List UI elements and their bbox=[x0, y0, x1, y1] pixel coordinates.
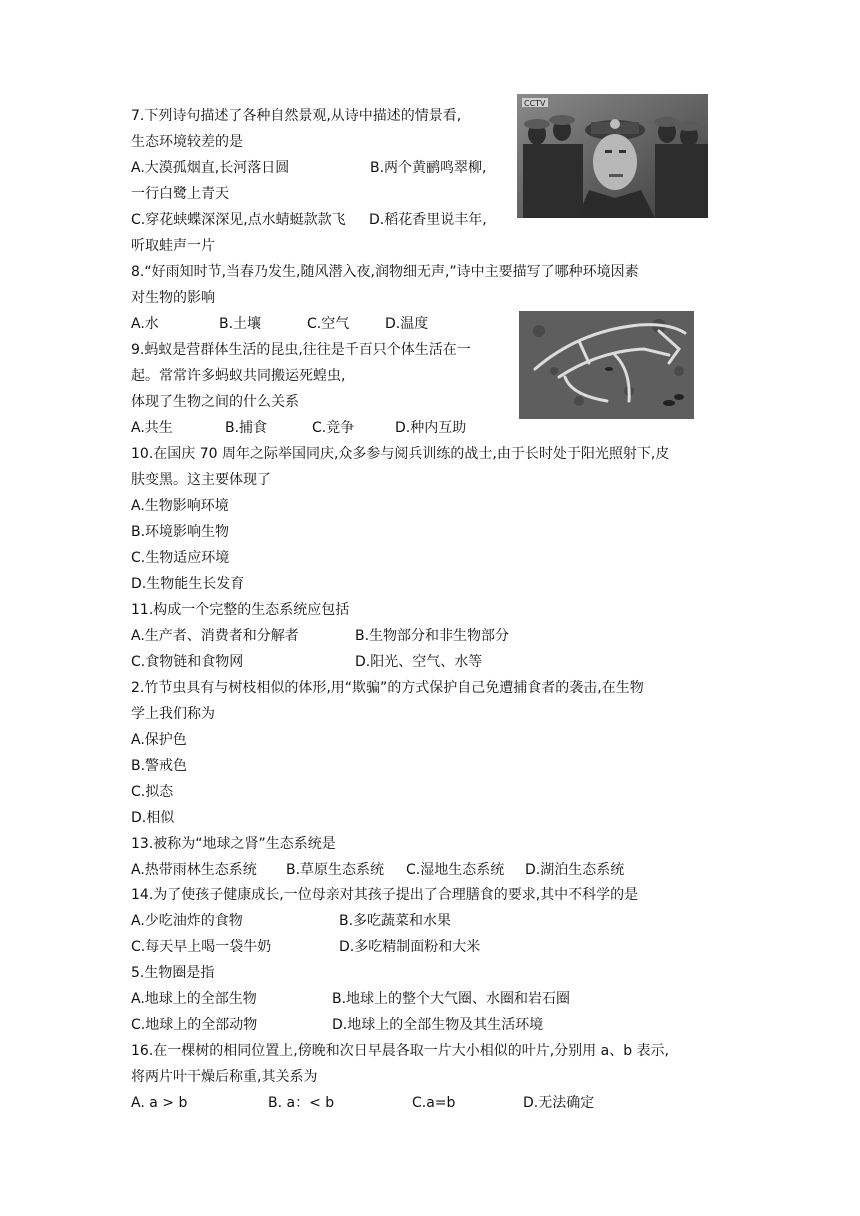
soldiers-photo-graphic bbox=[517, 94, 708, 218]
q16-option-a: A. a > b bbox=[131, 1095, 188, 1111]
q15-option-b: B.地球上的整个大气圈、水圈和岩石圈 bbox=[332, 991, 571, 1007]
q16-option-b: B. a：< b bbox=[268, 1095, 335, 1111]
ants-photo bbox=[519, 311, 694, 419]
q13-stem: 13.被称为“地球之肾”生态系统是 bbox=[131, 836, 336, 852]
q14-stem: 14.为了使孩子健康成长,一位母亲对其孩子提出了合理膳食的要求,其中不科学的是 bbox=[131, 887, 639, 903]
q9-option-d: D.种内互助 bbox=[395, 420, 467, 436]
q11-option-c: C.食物链和食物网 bbox=[131, 654, 244, 670]
q15-option-c: C.地球上的全部动物 bbox=[131, 1017, 258, 1033]
q13-option-c: C.湿地生态系统 bbox=[406, 862, 505, 878]
q7-option-b: B.两个黄鹂鸣翠柳, bbox=[370, 160, 487, 176]
q14-option-c: C.每天早上喝一袋牛奶 bbox=[131, 939, 272, 955]
q14-option-d: D.多吃精制面粉和大米 bbox=[339, 939, 481, 955]
q15-option-a: A.地球上的全部生物 bbox=[131, 991, 257, 1007]
q10-stem-line1: 10.在国庆 70 周年之际举国同庆,众多参与阅兵训练的战士,由于长时处于阳光照射下,皮 bbox=[131, 446, 670, 462]
q7-option-b-continued: 一行白鹭上青天 bbox=[131, 186, 229, 202]
q15-stem: 5.生物圈是指 bbox=[131, 965, 215, 981]
q7-option-d-continued: 听取蛙声一片 bbox=[131, 238, 215, 254]
q16-stem-line2: 将两片叶干燥后称重,其关系为 bbox=[131, 1069, 318, 1085]
q10-stem-line2: 肤变黑。这主要体现了 bbox=[131, 472, 271, 488]
q16-option-d: D.无法确定 bbox=[523, 1095, 595, 1111]
q14-option-a: A.少吃油炸的食物 bbox=[131, 913, 243, 929]
q7-option-c: C.穿花蛱蝶深深见,点水蜻蜓款款飞 bbox=[131, 212, 346, 228]
q9-option-a: A.共生 bbox=[131, 420, 173, 436]
q13-option-d: D.湖泊生态系统 bbox=[525, 862, 625, 878]
q12-stem-line1: 2.竹节虫具有与树枝相似的体形,用“欺骗”的方式保护自己免遭捕食者的袭击,在生物 bbox=[131, 680, 644, 696]
q11-stem: 11.构成一个完整的生态系统应包括 bbox=[131, 602, 350, 618]
q12-option-d: D.相似 bbox=[131, 810, 175, 826]
q12-stem-line2: 学上我们称为 bbox=[131, 706, 215, 722]
q10-option-b: B.环境影响生物 bbox=[131, 524, 230, 540]
q10-option-d: D.生物能生长发育 bbox=[131, 576, 245, 592]
q16-stem-line1: 16.在一棵树的相同位置上,傍晚和次日早晨各取一片大小相似的叶片,分别用 a、b 表示, bbox=[131, 1043, 669, 1059]
q13-option-a: A.热带雨林生态系统 bbox=[131, 862, 257, 878]
soldiers-photo bbox=[517, 94, 708, 218]
q12-option-b: B.警戒色 bbox=[131, 758, 188, 774]
q8-option-b: B.土壤 bbox=[219, 316, 262, 332]
q11-option-d: D.阳光、空气、水等 bbox=[355, 654, 483, 670]
ants-photo-graphic bbox=[519, 311, 694, 419]
q11-option-b: B.生物部分和非生物部分 bbox=[355, 628, 510, 644]
q8-option-c: C.空气 bbox=[307, 316, 350, 332]
q7-option-d: D.稻花香里说丰年, bbox=[369, 212, 487, 228]
q10-option-a: A.生物影响环境 bbox=[131, 498, 229, 514]
q8-stem-line2: 对生物的影响 bbox=[131, 290, 215, 306]
q9-stem-line3: 体现了生物之间的什么关系 bbox=[131, 394, 299, 410]
q14-option-b: B.多吃蔬菜和水果 bbox=[339, 913, 452, 929]
q12-option-c: C.拟态 bbox=[131, 784, 174, 800]
q8-stem-line1: 8.“好雨知时节,当春乃发生,随风潜入夜,润物细无声,”诗中主要描写了哪种环境因素 bbox=[131, 264, 639, 280]
q7-option-a: A.大漠孤烟直,长河落日圆 bbox=[131, 160, 290, 176]
q13-option-b: B.草原生态系统 bbox=[286, 862, 385, 878]
q16-option-c: C.a=b bbox=[412, 1095, 456, 1111]
q7-stem-line2: 生态环境较差的是 bbox=[131, 134, 243, 150]
q12-option-a: A.保护色 bbox=[131, 732, 187, 748]
q9-stem-line1: 9.蚂蚁是营群体生活的昆虫,往往是千百只个体生活在一 bbox=[131, 342, 471, 358]
q11-option-a: A.生产者、消费者和分解者 bbox=[131, 628, 299, 644]
photo-caption: CCTV bbox=[524, 99, 546, 108]
q15-option-d: D.地球上的全部生物及其生活环境 bbox=[332, 1017, 544, 1033]
q10-option-c: C.生物适应环境 bbox=[131, 550, 230, 566]
q8-option-d: D.温度 bbox=[385, 316, 429, 332]
q9-option-b: B.捕食 bbox=[225, 420, 268, 436]
q9-stem-line2: 起。常常许多蚂蚁共同搬运死蝗虫, bbox=[131, 368, 346, 384]
q9-option-c: C.竞争 bbox=[312, 420, 355, 436]
q7-stem-line1: 7.下列诗句描述了各种自然景观,从诗中描述的情景看, bbox=[131, 108, 462, 124]
q8-option-a: A.水 bbox=[131, 316, 159, 332]
